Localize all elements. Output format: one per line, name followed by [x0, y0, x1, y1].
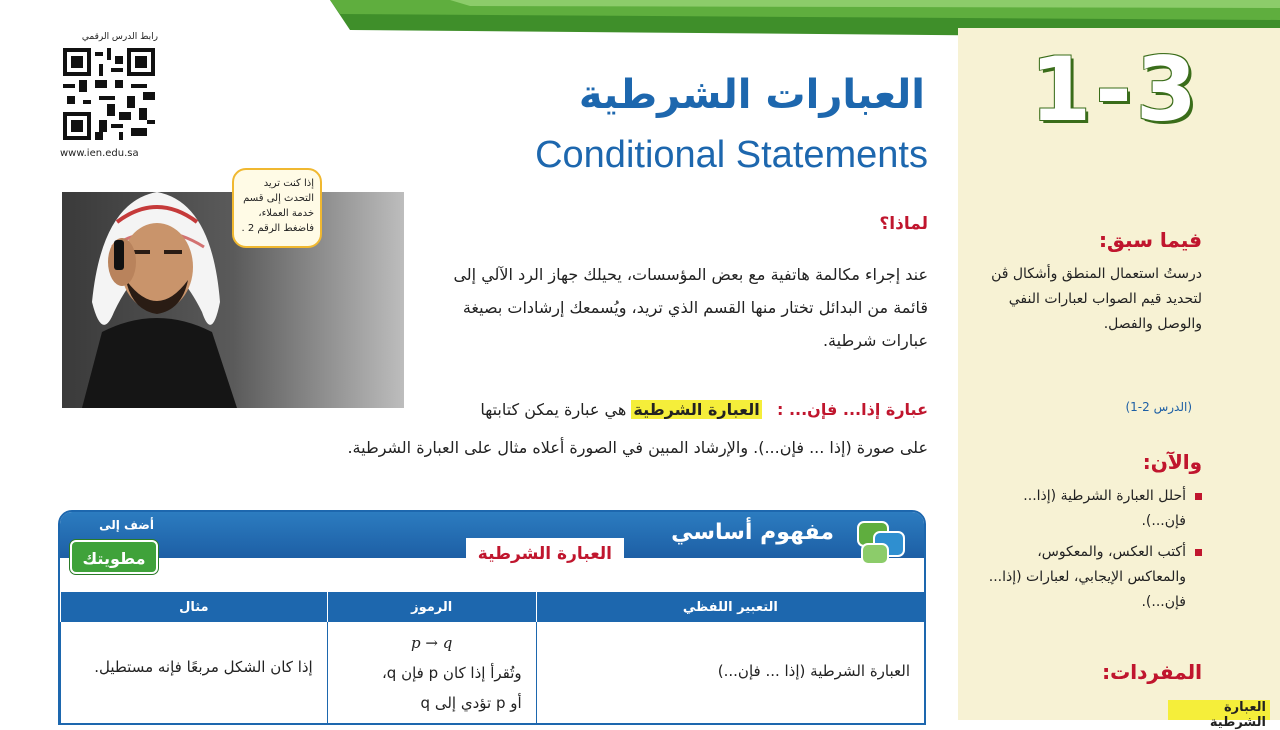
definition-line [368, 400, 928, 419]
why-paragraph: عند إجراء مكالمة هاتفية مع بعض المؤسسات، يحيلك جهاز الرد الآلي إلى قائمة من البدائل تختار منها القسم الذي تريد، ويُسمعك إرشادات بصيغة عبارات شرطية. [453, 265, 928, 350]
before-heading: فيما سبق: [1099, 228, 1202, 252]
cell-verbal: العبارة الشرطية (إذا ... فإن...) [536, 622, 924, 724]
column-header-symbols: الرموز [327, 592, 536, 622]
definition-line-2: على صورة (إذا ... فإن...). والإرشاد المبين في الصورة أعلاه مثال على العبارة الشرطية. [347, 438, 928, 457]
column-header-example: مثال [61, 592, 328, 622]
table-header-row [61, 592, 925, 622]
column-header-verbal: التعبير اللفظي [536, 592, 924, 622]
definition-text: هي عبارة يمكن كتابتها [480, 400, 627, 419]
symbol-read-1: وتُقرأ إذا كان p فإن q، [381, 664, 522, 682]
vocab-heading: المفردات: [1102, 660, 1202, 684]
now-item: أحلل العبارة الشرطية (إذا... فإن...). [987, 484, 1202, 534]
symbol-main: p → q [411, 634, 453, 652]
qr-code-icon[interactable] [63, 48, 155, 140]
cell-symbols [327, 622, 536, 724]
concept-title: مفهوم أساسي [671, 520, 834, 545]
vocab-term[interactable]: العبارة الشرطية [1168, 700, 1270, 720]
definition-term: عبارة إذا... فإن... : [776, 400, 928, 419]
lesson-title-english: Conditional Statements [535, 134, 928, 176]
why-heading: لماذا؟ [879, 214, 928, 234]
qr-url[interactable]: www.ien.edu.sa [60, 148, 139, 159]
before-text: درستُ استعمال المنطق وأشكال ڤن لتحديد قيم الصواب لعبارات النفي والوصل والفصل. [991, 266, 1202, 332]
key-concept-box [58, 510, 926, 725]
now-list [987, 484, 1202, 615]
add-to-label: أضف إلى [99, 518, 154, 532]
definition-highlight[interactable]: العبارة الشرطية [633, 400, 760, 419]
now-heading: والآن: [1142, 450, 1202, 474]
concept-table [60, 592, 924, 724]
symbol-read-2: أو p تؤدي إلى q [420, 694, 522, 712]
table-row [61, 622, 925, 724]
cell-example: إذا كان الشكل مربعًا فإنه مستطيل. [61, 622, 328, 724]
qr-label: رابط الدرس الرقمي [81, 32, 158, 42]
speech-bubble: إذا كنت تريد التحدث إلى قسم خدمة العملاء، فاضغط الرقم 2 . [232, 168, 322, 248]
before-ref: (الدرس 2-1) [1125, 400, 1192, 414]
add-to-foldable[interactable] [60, 512, 160, 592]
concept-subtitle: العبارة الشرطية [466, 538, 624, 570]
foldable-logo-icon[interactable]: مطويتك [70, 540, 158, 574]
concept-icon [854, 516, 910, 572]
lesson-title-arabic: العبارات الشرطية [578, 72, 925, 118]
now-item: أكتب العكس، والمعكوس، والمعاكس الإيجابي، لعبارات (إذا... فإن...). [987, 540, 1202, 615]
lesson-number: 1-3 [1030, 38, 1201, 141]
